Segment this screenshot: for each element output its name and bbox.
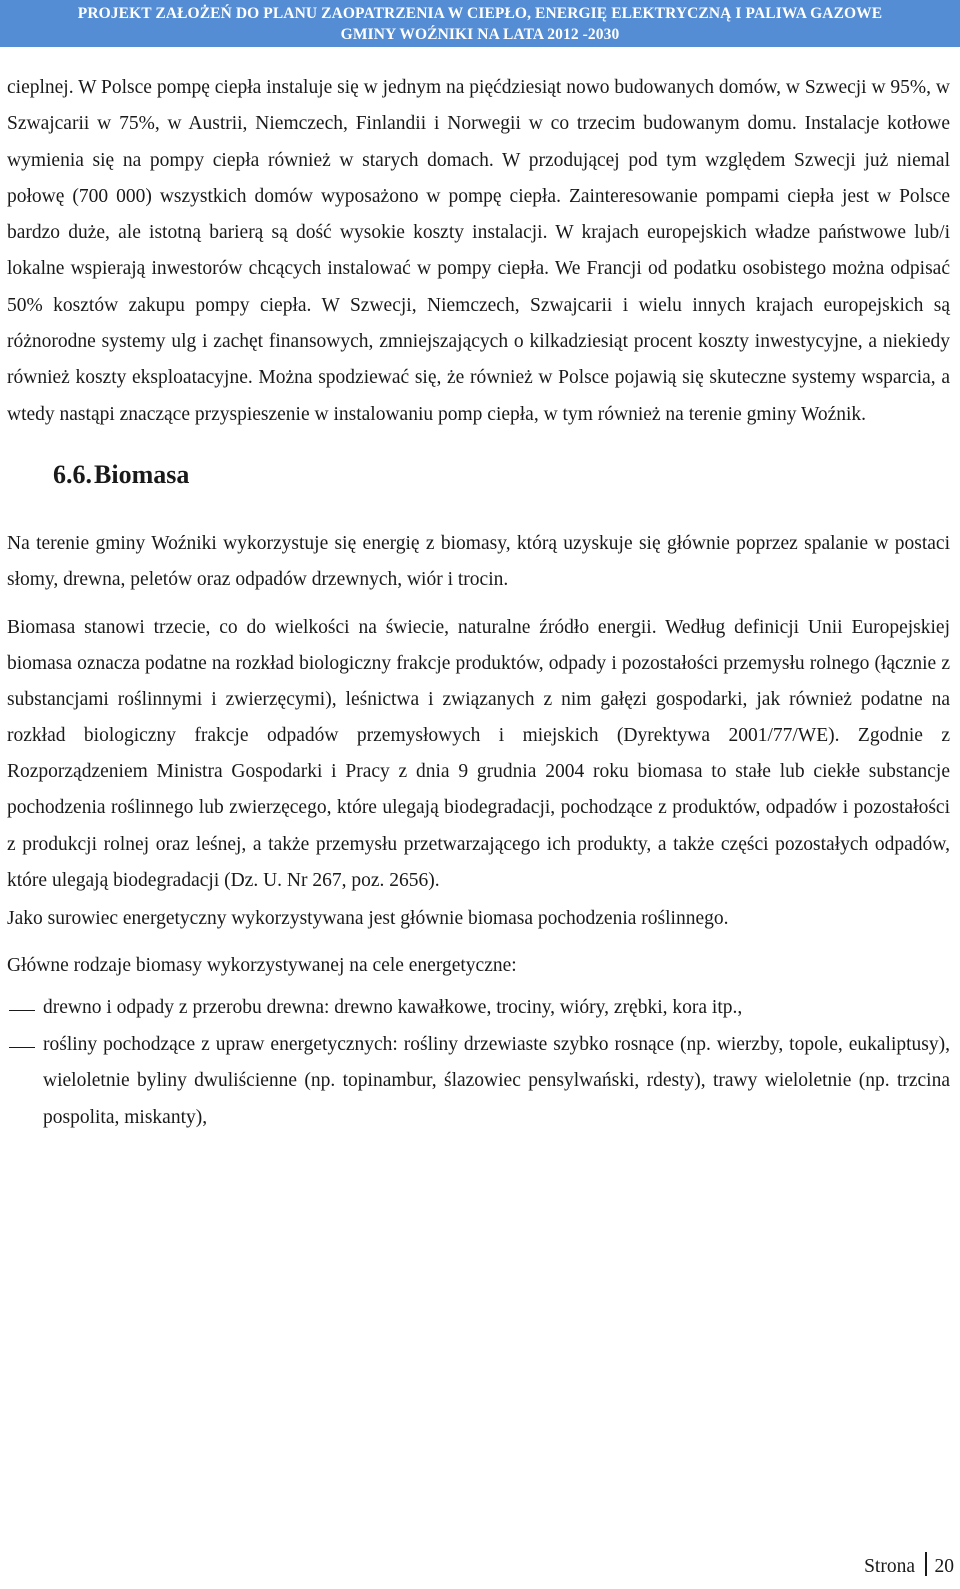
header-title-line2: GMINY WOŹNIKI NA LATA 2012 -2030 [340,26,620,43]
section-heading [53,455,950,495]
dash-bullet-icon [7,990,41,1027]
paragraph-heat-pumps: cieplnej. W Polsce pompę ciepła instaluje się w jednym na pięćdziesiąt nowo budowanych domów, w Szwecji w 95%, w Szwajcarii w 75%, w Austrii, Niemczech, Finlandii i Norwegii w co trzecim budowanym domu. Instalacje kotłowe wymienia się na pompy ciepła również w starych domach. W przodującej pod tym względem Szwecji już niemal połowę (700 000) wszystkich domów wyposażono w pompę ciepła. Zainteresowanie pompami ciepła jest w Polsce bardzo duże, ale istotną barierą są dość wysokie koszty instalacji. W krajach europejskich władze państwowe lub/i lokalne wspierają inwestorów chcących instalować w pompy ciepła. We Francji od podatku osobistego można odpisać 50% kosztów zakupu pompy ciepła. W Szwecji, Niemczech, Szwajcarii i wielu innych krajach europejskich są różnorodne systemy ulg i zachęt finansowych, zmniejszających o kilkadziesiąt procent koszty inwestycyjne, a niekiedy również koszty eksploatacyjne. Można spodziewać się, że również w Polsce pojawią się skuteczne systemy wsparcia, a wtedy nastąpi znaczące przyspieszenie w instalowaniu pomp ciepła, w tym również na terenie gminy Woźnik. [7,77,950,425]
paragraph-biomass-types-intro: Główne rodzaje biomasy wykorzystywanej na cele energetyczne: [7,954,517,976]
document-header [0,0,960,47]
paragraph-biomass-source: Jako surowiec energetyczny wykorzystywana jest głównie biomasa pochodzenia roślinnego. [7,907,729,929]
list-item-text: rośliny pochodzące z upraw energetycznych: rośliny drzewiaste szybko rosnące (np. wierzby, topole, eukaliptusy), wieloletnie byliny dwuliścienne (np. topinambur, ślazowiec pensylwański, rdesty), trawy wieloletnie (np. trzcina pospolita, miskanty), [43,1033,950,1129]
list-item-text: drewno i odpady z przerobu drewna: drewno kawałkowe, trociny, wióry, zrębki, kora itp., [43,996,743,1018]
paragraph-biomass-definition: Biomasa stanowi trzecie, co do wielkości na świecie, naturalne źródło energii. Według definicji Unii Europejskiej biomasa oznacza podatne na rozkład biologiczny frakcje produktów, odpady i pozostałości przemysłu rolnego (łącznie z substancjami roślinnymi i zwierzęcymi), leśnictwa i związanych z nim gałęzi gospodarki, jak również podatne na rozkład biologiczny frakcje odpadów przemysłowych i miejskich (Dyrektywa 2001/77/WE). Zgodnie z Rozporządzeniem Ministra Gospodarki i Pracy z dnia 9 grudnia 2004 roku biomasa to stałe lub ciekłe substancje pochodzenia roślinnego lub zwierzęcego, które ulegają biodegradacji, pochodzące z produktów, odpadów i pozostałości z produkcji rolnej oraz leśnej, a także przemysłu przetwarzającego ich produkty, a także części pozostałych odpadów, które ulegają biodegradacji (Dz. U. Nr 267, poz. 2656). [7,616,950,891]
paragraph-biomass-usage: Na terenie gminy Woźniki wykorzystuje się energię z biomasy, którą uzyskuje się głównie poprzez spalanie w postaci słomy, drewna, peletów oraz odpadów drzewnych, wiór i trocin. [7,532,950,590]
section-number: 6.6. [53,459,92,489]
page-number: 20 [934,1556,954,1577]
page-content [7,70,950,1137]
page-label: Strona [864,1556,915,1577]
page-footer [864,1552,954,1582]
section-title: Biomasa [94,459,190,489]
list-item [7,990,950,1027]
dash-bullet-icon [7,1027,41,1137]
biomass-types-list [7,990,950,1137]
list-item [7,1027,950,1137]
footer-separator [925,1552,927,1576]
header-title-line1: PROJEKT ZAŁOŻEŃ DO PLANU ZAOPATRZENIA W CIEPŁO, ENERGIĘ ELEKTRYCZNĄ I PALIWA GAZOWE [77,5,883,22]
